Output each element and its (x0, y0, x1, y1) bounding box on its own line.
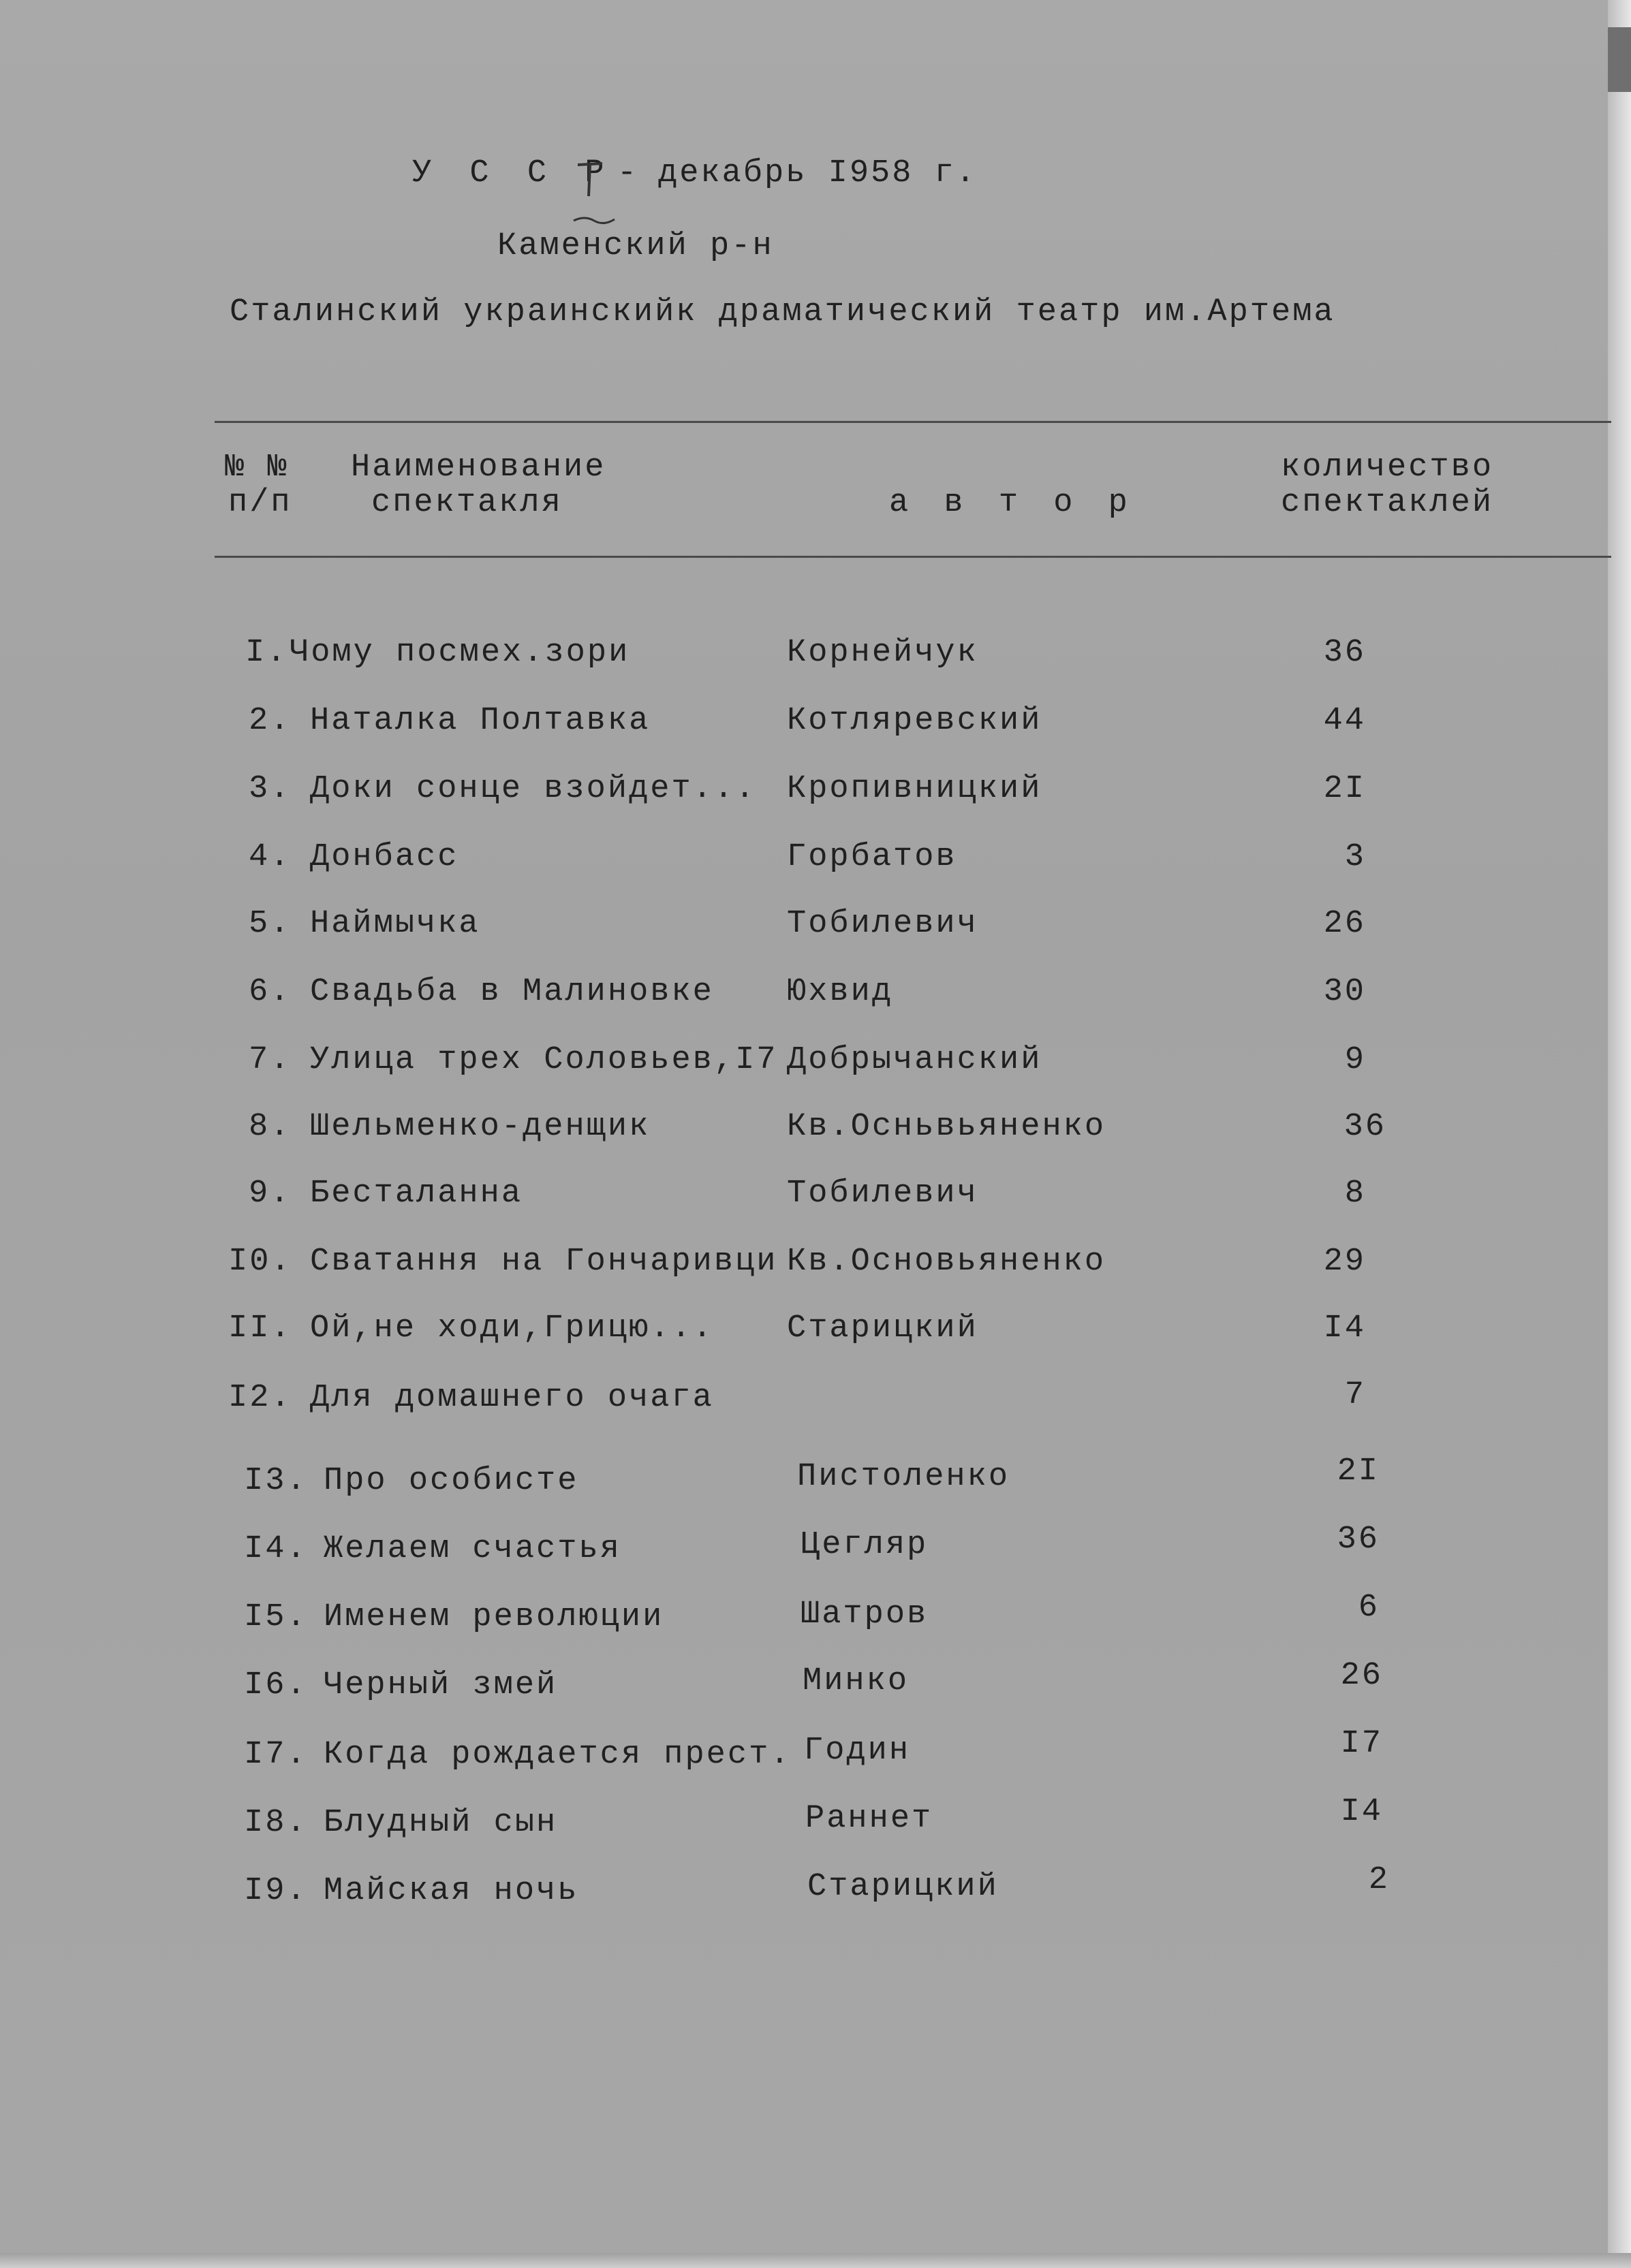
row-number: I0. (228, 1244, 292, 1280)
row-count: 7 (1344, 1377, 1366, 1413)
row-title: Улица трех Соловьев,I7 (310, 1042, 778, 1078)
row-number: 4. (249, 839, 292, 875)
row-author: Добрычанский (787, 1042, 1042, 1078)
col-count-line1: количество (1281, 450, 1494, 486)
row-author: Кропивницкий (787, 771, 1042, 807)
row-count: 26 (1323, 906, 1366, 942)
row-count: 44 (1323, 703, 1366, 739)
row-title: Наталка Полтавка (310, 703, 651, 739)
row-number: I2. (228, 1380, 292, 1416)
row-author: Годин (804, 1733, 911, 1769)
col-author: а в т о р (889, 485, 1136, 521)
row-title: Наймычка (310, 906, 480, 942)
row-author: Минко (803, 1663, 910, 1699)
row-title: Блудный сын (324, 1805, 558, 1841)
row-number: I9. (244, 1873, 308, 1909)
row-count: 30 (1323, 974, 1366, 1010)
scan-edge-mark (1608, 27, 1631, 92)
row-count: 8 (1344, 1176, 1366, 1212)
row-number: I5. (244, 1599, 308, 1635)
row-title: Черный змей (324, 1667, 558, 1703)
heading-dash: - (617, 155, 639, 191)
theatre-line: Сталинский украинскийк драматический театр им.Артема (230, 294, 1335, 330)
col-count-line2: спектаклей (1281, 485, 1494, 521)
row-count: 36 (1337, 1522, 1380, 1558)
row-title: Про особисте (324, 1463, 579, 1499)
row-title: Свадьба в Малиновке (310, 974, 714, 1010)
row-number: 6. (249, 974, 292, 1010)
row-number: I7. (244, 1737, 308, 1773)
row-title: Когда рождается прест. (324, 1737, 792, 1773)
row-title: Донбасс (310, 839, 459, 875)
row-number: 2. (249, 703, 292, 739)
row-count: 2 (1368, 1862, 1390, 1898)
row-title: Желаем счастья (324, 1531, 621, 1567)
row-author: Старицкий (807, 1869, 999, 1905)
page-edge-bottom (0, 2253, 1631, 2268)
row-author: Шатров (801, 1596, 929, 1633)
row-author: Кв.Основьяненко (787, 1244, 1106, 1280)
row-author: Старицкий (787, 1310, 978, 1346)
row-author: Тобилевич (787, 1176, 978, 1212)
col-num-line2: п/п (228, 485, 292, 521)
row-title: Доки сонце взойдет... (310, 771, 757, 807)
row-author: Тобилевич (787, 906, 978, 942)
row-count: I4 (1323, 1310, 1366, 1346)
row-author: Цегляр (801, 1527, 929, 1563)
row-count: 2I (1323, 771, 1366, 807)
row-count: 36 (1343, 1109, 1386, 1145)
row-number: II. (228, 1310, 292, 1346)
district-line: Каменский р-н (497, 228, 774, 264)
row-author: Котляревский (787, 703, 1042, 739)
row-count: 26 (1340, 1658, 1383, 1694)
row-number: 7. (249, 1042, 292, 1078)
heading-date: декабрь I958 г. (658, 155, 978, 191)
row-author: Кв.Осньвьяненко (787, 1109, 1106, 1145)
heading-ussr: У С С Р (412, 155, 614, 191)
row-number: I4. (244, 1531, 308, 1567)
row-title: Сватання на Гончаривци (310, 1244, 778, 1280)
table-header-rule (215, 556, 1611, 558)
row-count: 29 (1323, 1244, 1366, 1280)
table-top-rule (215, 421, 1611, 423)
page-edge-right (1608, 0, 1631, 2268)
row-author: Юхвид (787, 974, 894, 1010)
row-number: 5. (249, 906, 292, 942)
row-title: Бесталанна (310, 1176, 523, 1212)
row-title: Шельменко-денщик (310, 1109, 651, 1145)
row-count: 9 (1344, 1042, 1366, 1078)
row-author: Раннет (805, 1801, 933, 1837)
row-count: 6 (1358, 1590, 1380, 1626)
col-title-line2: спектакля (371, 485, 563, 521)
row-title: Ой,не ходи,Грицю... (310, 1310, 714, 1346)
row-author: Пистоленко (797, 1459, 1010, 1495)
col-num-line1: № № (225, 450, 289, 486)
row-number: I3. (244, 1463, 308, 1499)
row-number: 8. (249, 1109, 292, 1145)
row-number: I6. (244, 1667, 308, 1703)
row-number: I8. (244, 1805, 308, 1841)
handwritten-mark (571, 155, 619, 230)
row-number: 9. (249, 1176, 292, 1212)
row-title: Именем революции (324, 1599, 664, 1635)
row-title: Майская ночь (324, 1873, 579, 1909)
row-count: I4 (1340, 1794, 1383, 1830)
row-title: Чому посмех.зори (290, 635, 630, 671)
row-count: 36 (1323, 635, 1366, 671)
row-author: Горбатов (787, 839, 957, 875)
row-title: Для домашнего очага (310, 1380, 714, 1416)
row-count: 2I (1337, 1453, 1380, 1490)
row-number: I. (245, 635, 288, 671)
row-number: 3. (249, 771, 292, 807)
col-title-line1: Наименование (351, 450, 606, 486)
row-author: Корнейчук (787, 635, 978, 671)
row-count: 3 (1344, 839, 1366, 875)
row-count: I7 (1340, 1726, 1383, 1762)
